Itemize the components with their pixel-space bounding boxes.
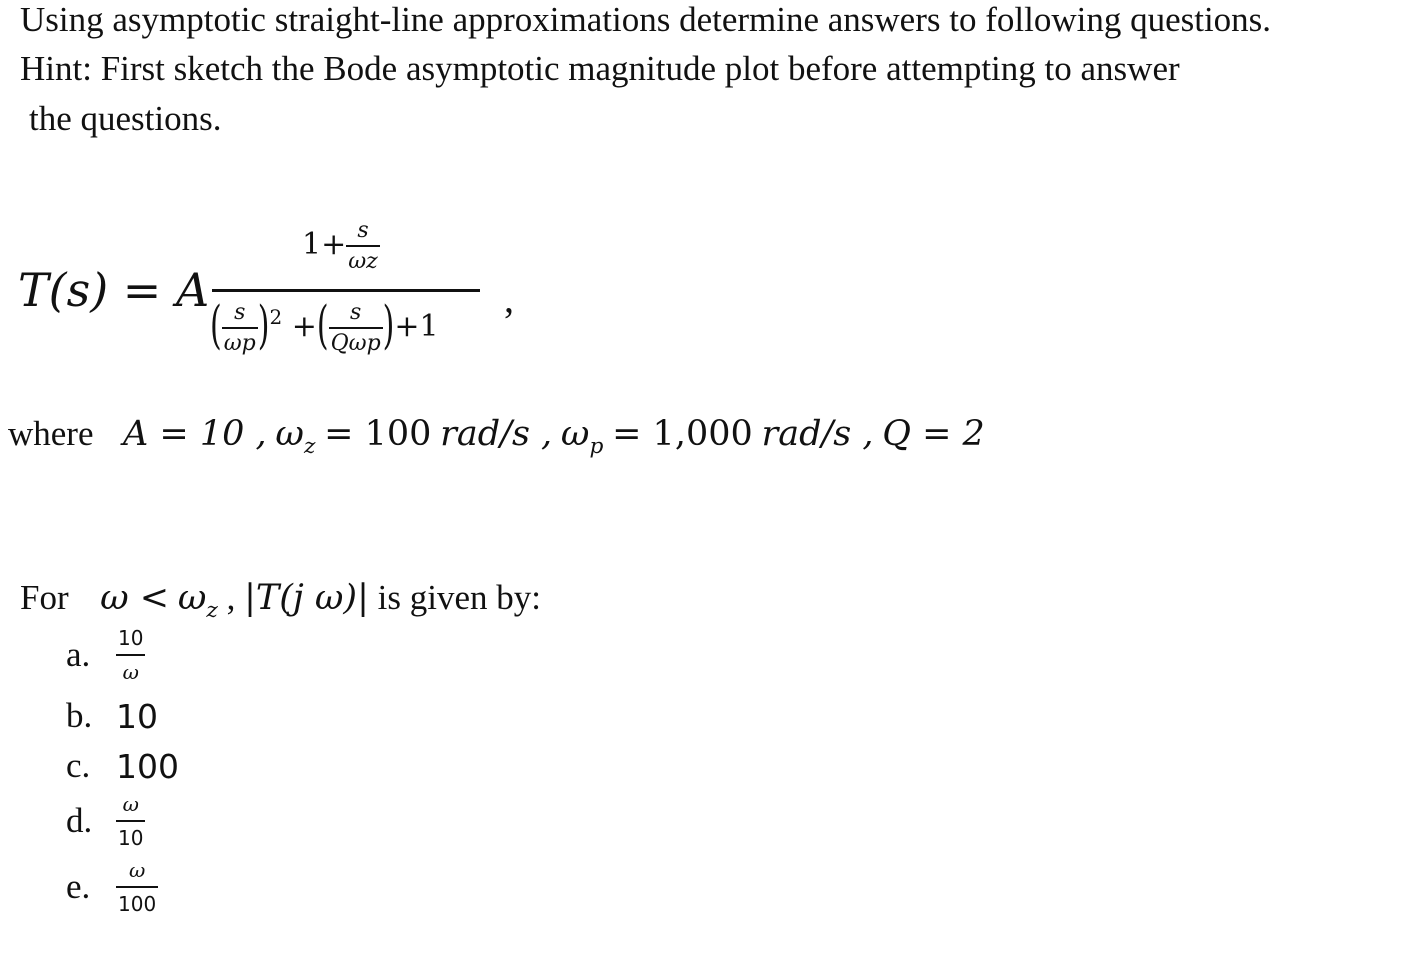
numerator-fraction-bar: [346, 245, 380, 247]
left-paren-1: (: [210, 296, 222, 357]
omega-z-subscript: z: [303, 433, 316, 459]
condition-omega-symbol: ω: [177, 578, 207, 618]
question-line: [20, 578, 541, 623]
option-e-fraction: [116, 858, 158, 916]
param-omega-z-value: = 100: [324, 414, 432, 454]
option-d-num: ω: [122, 792, 139, 816]
right-paren-1: ): [257, 296, 270, 357]
option-a-num: 10: [118, 626, 144, 650]
numerator-fraction-num: s: [357, 218, 369, 243]
option-a-letter: a.: [66, 634, 91, 674]
formula-trailing-comma: ,: [504, 276, 514, 321]
denominator-term2-fraction: [329, 301, 383, 355]
question-for-label: For: [20, 578, 69, 617]
denominator-plus-one: +1: [394, 309, 439, 345]
option-c-letter: c.: [66, 746, 91, 785]
option-d-letter: d.: [66, 800, 93, 840]
formula-numerator: [302, 219, 380, 273]
omega-z-symbol: ω: [275, 414, 304, 454]
option-e-num: ω: [128, 858, 146, 882]
intro-line-2: Hint: First sketch the Bode asymptotic magnitude plot before attempting to answer: [20, 49, 1180, 88]
param-A: A = 10 ,: [123, 414, 267, 454]
denominator-exponent: 2: [269, 305, 283, 330]
right-paren-2: ): [382, 296, 395, 357]
option-e-den: 100: [118, 891, 157, 916]
option-e-letter: e.: [66, 866, 91, 906]
param-Q: Q = 2: [882, 414, 985, 454]
param-omega-p-value: = 1,000: [612, 414, 753, 454]
denominator-term1-bar: [222, 327, 258, 329]
option-b[interactable]: [66, 696, 158, 736]
denominator-term1-fraction: [222, 301, 258, 355]
param-omega-z: [275, 414, 316, 459]
denominator-term1-den: ωp: [223, 331, 256, 357]
question-condition-lhs: ω <: [100, 578, 170, 618]
question-condition-omega: [177, 578, 218, 623]
option-a-fraction: [116, 626, 145, 684]
option-a[interactable]: [66, 626, 145, 684]
option-a-den: ω: [122, 659, 139, 684]
option-e-bar: [116, 886, 158, 888]
omega-p-subscript: p: [589, 433, 604, 459]
numerator-fraction: [346, 219, 380, 273]
param-omega-p-unit: rad/s ,: [761, 414, 874, 454]
option-d-bar: [116, 820, 145, 822]
option-d-den: 10: [118, 825, 144, 850]
parameters-line: [8, 414, 985, 459]
omega-p-symbol: ω: [560, 414, 590, 454]
option-a-bar: [116, 654, 145, 656]
numerator-fraction-den: ωz: [348, 249, 378, 275]
option-e[interactable]: [66, 858, 158, 916]
intro-line-1: Using asymptotic straight-line approximations determine answers to following questions.: [20, 0, 1272, 39]
denominator-term1-num: s: [234, 300, 246, 325]
question-condition-comma: ,: [226, 578, 236, 617]
option-d-fraction: [116, 792, 145, 850]
transfer-function-formula: [18, 215, 578, 385]
formula-lhs: T(s) = A: [18, 263, 210, 317]
where-label: where: [8, 414, 94, 453]
option-c[interactable]: [66, 746, 179, 786]
formula-main-fraction-bar: [212, 289, 480, 292]
formula-denominator: [210, 296, 439, 357]
param-omega-p: [560, 414, 604, 459]
numerator-one-plus: 1+: [302, 227, 347, 263]
option-b-value: 10: [116, 696, 158, 736]
option-b-letter: b.: [66, 696, 93, 735]
param-omega-z-unit: rad/s ,: [440, 414, 553, 454]
denominator-plus: +: [291, 309, 317, 345]
intro-line-3: the questions.: [29, 99, 222, 138]
option-c-value: 100: [116, 746, 179, 786]
condition-omega-subscript: z: [206, 597, 218, 623]
denominator-term2-den: Qωp: [330, 331, 381, 357]
denominator-term2-num: s: [349, 300, 362, 325]
option-d[interactable]: [66, 792, 145, 850]
denominator-term2-bar: [329, 327, 383, 329]
question-tail: is given by:: [377, 578, 541, 617]
question-magnitude: |T(j ω)|: [244, 578, 369, 618]
left-paren-2: (: [316, 296, 329, 357]
